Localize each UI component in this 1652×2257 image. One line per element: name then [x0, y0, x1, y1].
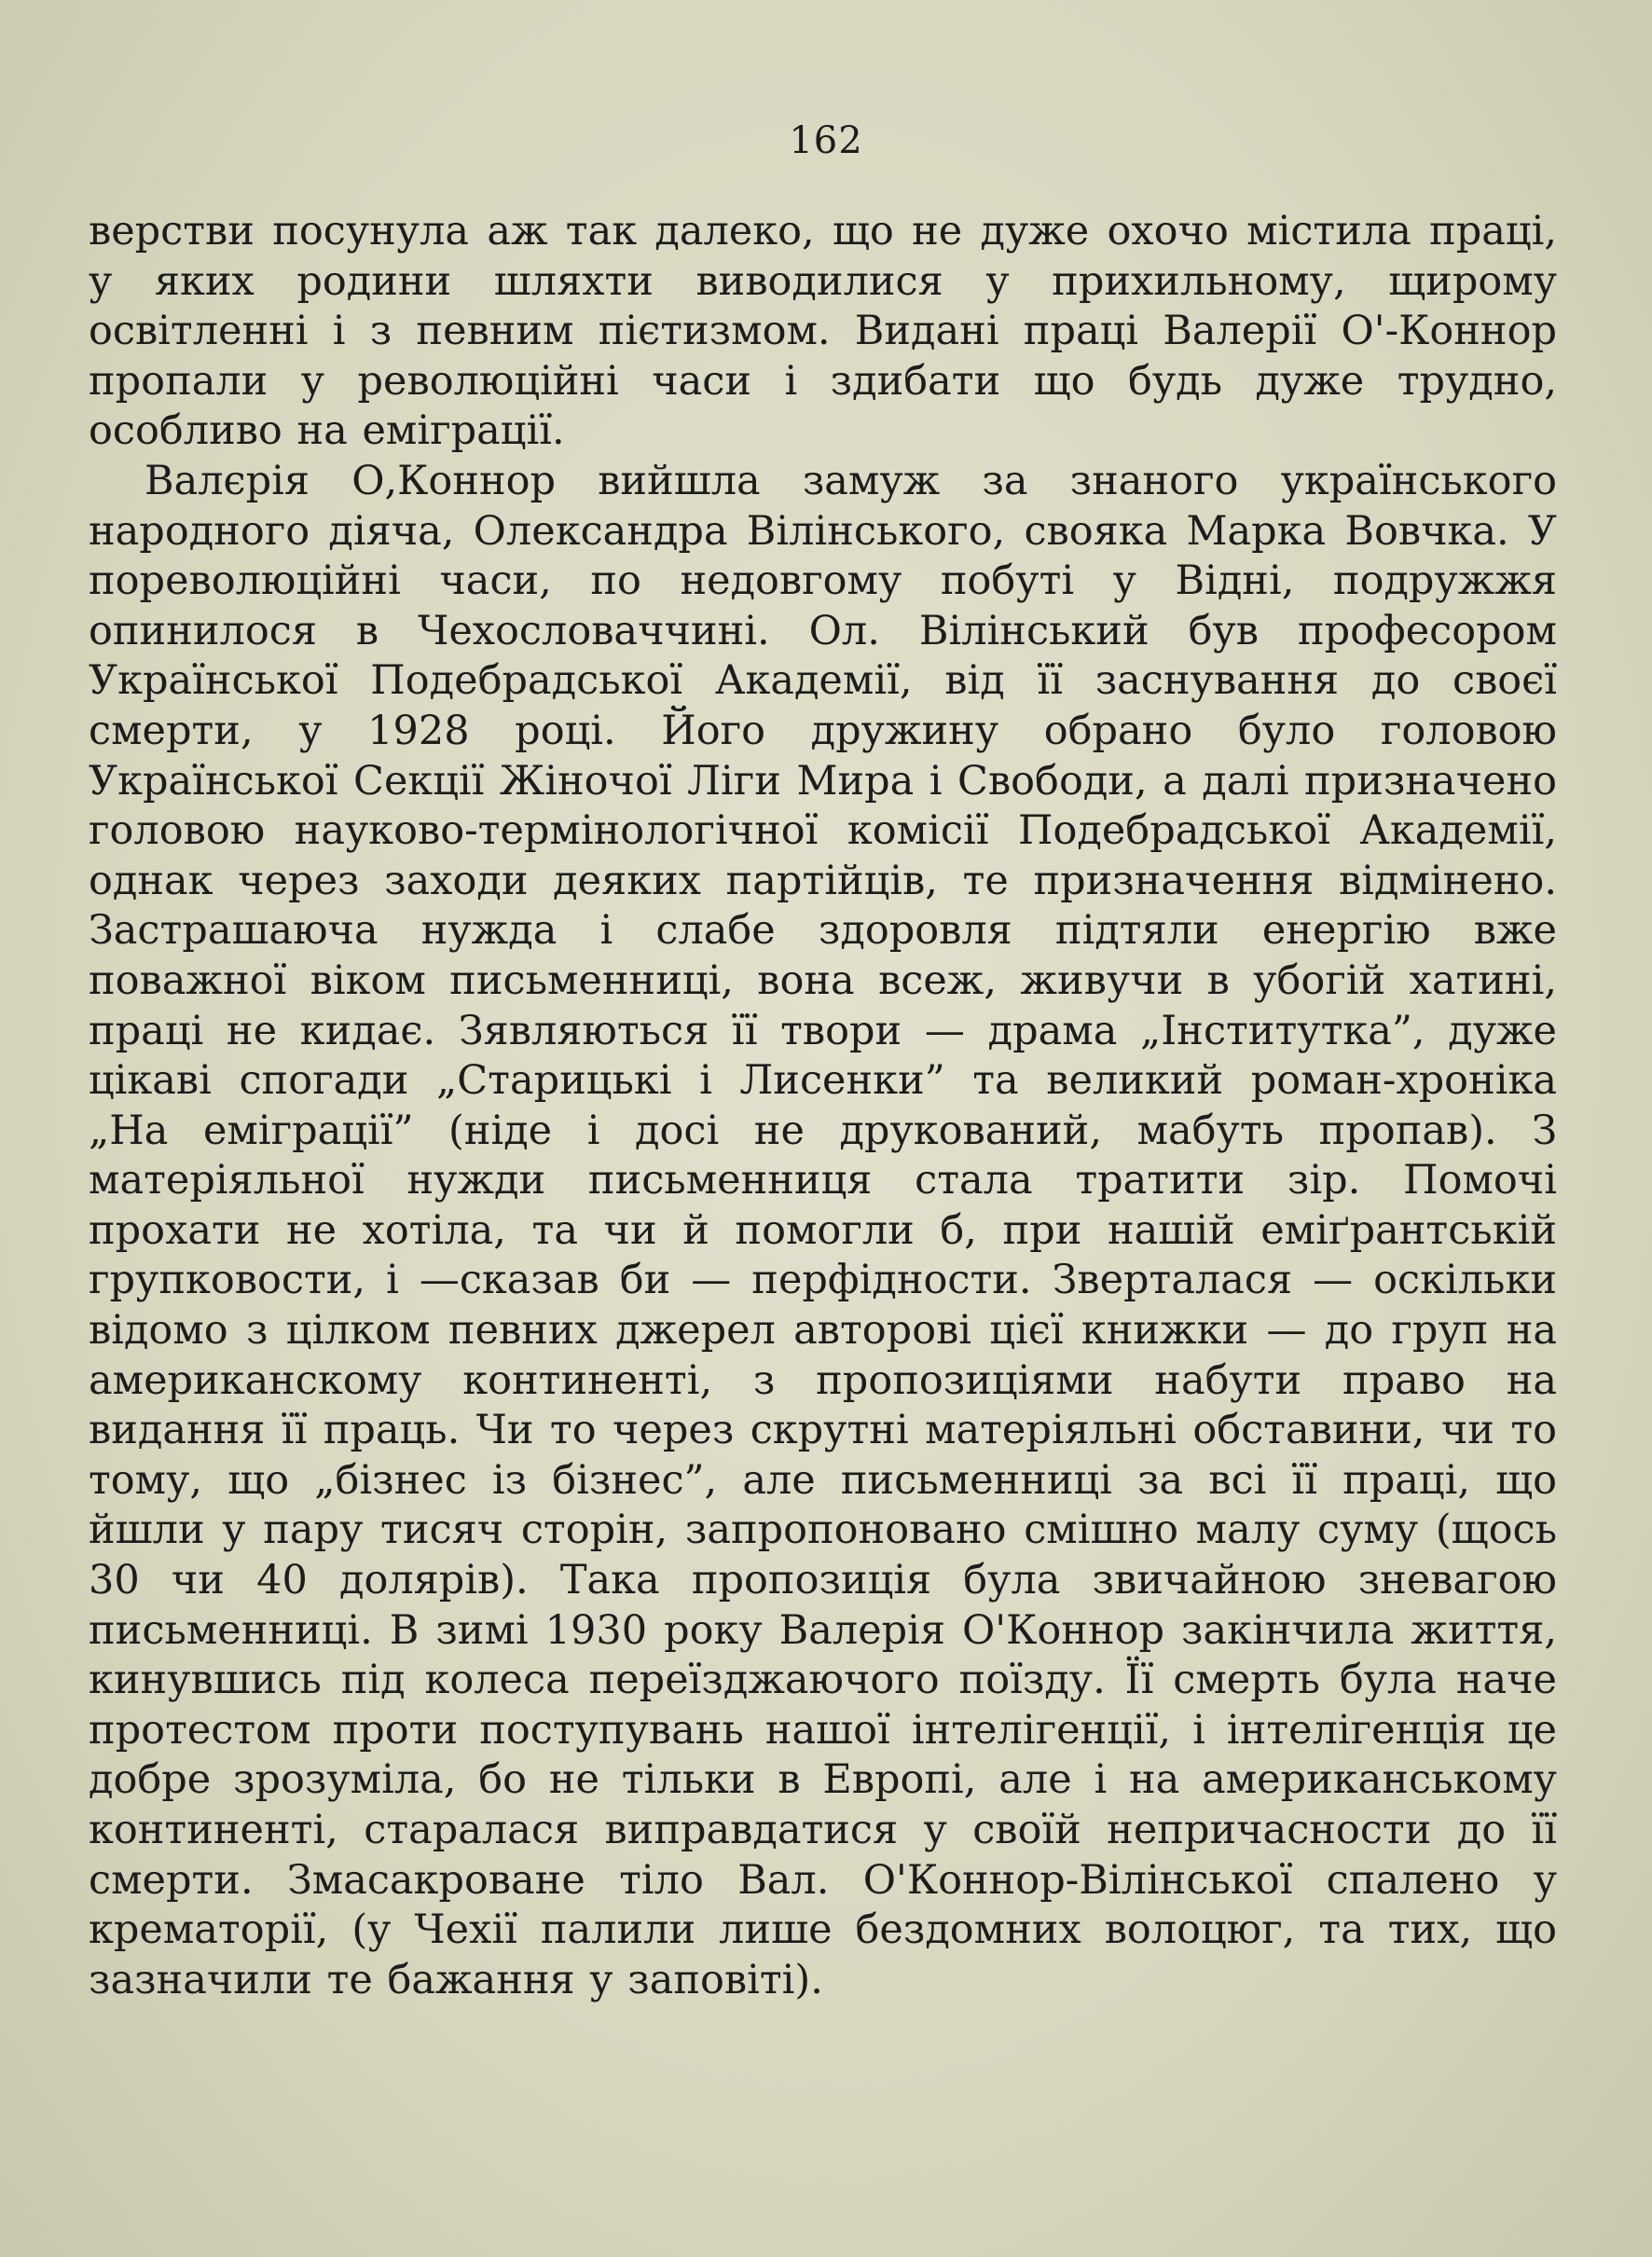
page-number: 162 [789, 119, 863, 162]
body-text [89, 207, 1557, 2005]
paragraph-2: Валєрія О,Коннор вийшла замуж за знаного українського народного діяча, Олександра Вілінського, свояка Марка Вовчка. У пореволюційні часи, по недовгому побуті у Відні, подружжя опинилося в Чехословаччині. Ол. Вілінський був професором Української Подебрадської Академії, від її заснування до своєї смерти, у 1928 році. Його дружину обрано було головою Української Секції Жіночої Ліги Мира і Свободи, а далі призначено головою науково-термінологічної комісії Подебрадської Академії, однак через заходи деяких партійців, те призначення відмінено. Застрашаюча нужда і слабе здоровля підтяли енергію вже поважної віком письменниці, вона всеж, живучи в убогій хатині, праці не кидає. Зявляються її твори — драма „Інститутка”, дуже цікаві спогади „Старицькі і Лисенки” та великий роман-хроніка „На еміграції” (ніде і досі не друкований, мабуть пропав). З матеріяльної нужди письменниця стала тратити зір. Помочі прохати не хотіла, та чи й помогли б, при нашій еміґрантській групковости, і —сказав би — перфідности. Зверталася — оскільки відомо з цілком певних джерел авторові цієї книжки — до груп на американскому континенті, з пропозиціями набути право на видання її праць. Чи то через скрутні матеріяльні обставини, чи то тому, що „бізнес із бізнес”, але письменниці за всі її праці, що йшли у пару тисяч сторін, запропоновано смішно малу суму (щось 30 чи 40 долярів). Така пропозиція була звичайною зневагою письменниці. В зимі 1930 року Валерія О'Коннор закінчила життя, кинувшись під колеса переїзджаючого поїзду. Її смерть була наче протестом проти поступувань нашої інтелігенції, і інтелігенція це добре зрозуміла, бо не тільки в Европі, але і на американському континенті, старалася виправдатися у своїй непричасности до її смерти. Змасакроване тіло Вал. О'Коннор-Вілінської спалено у крематорії, (у Чехії палили лише бездомних волоцюг, та тих, що зазначили те бажання у заповіті). [89, 457, 1557, 2003]
paragraph-1: верстви посунула аж так далеко, що не дуже охочо містила праці, у яких родини шляхти виводилися у прихильному, щирому освітленні і з певним пієтизмом. Видані праці Валерії О'-Коннор пропали у революційні часи і здибати що будь дуже трудно, особливо на еміграції. [89, 208, 1557, 455]
